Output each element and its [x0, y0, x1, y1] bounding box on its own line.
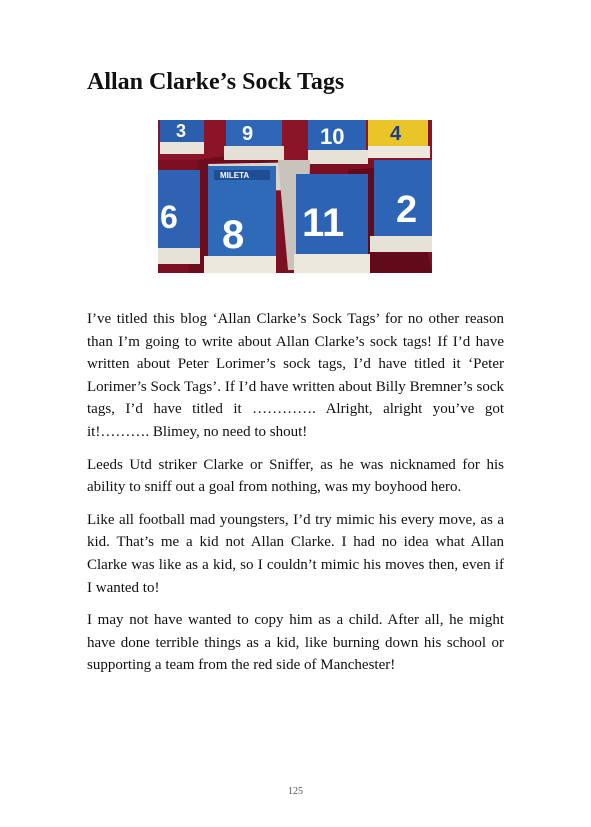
- page-title: Allan Clarke’s Sock Tags: [87, 69, 345, 95]
- tag-8: [204, 166, 276, 273]
- sock-tags-image: [158, 120, 432, 273]
- svg-text:11: 11: [302, 201, 345, 245]
- svg-text:8: 8: [222, 213, 245, 257]
- svg-text:10: 10: [320, 124, 345, 149]
- tag-3: [160, 120, 204, 154]
- paragraph: I’ve titled this blog ‘Allan Clarke’s Sock Tags’ for no other reason than I’m going to write about Allan Clarke’s sock tags! If I’d have written about Peter Lorimer’s sock tags, I’d have titled it ‘Peter Lorimer’s Sock Tags’. If I’d have written about Billy Bremner’s sock tags, I’d have titled it …………. Alright, alright you’ve got it!………. Blimey, no need to shout!: [87, 311, 504, 440]
- tag-4: [368, 120, 430, 158]
- tag-10: [308, 120, 368, 164]
- paragraph: Leeds Utd striker Clarke or Sniffer, as he was nicknamed for his ability to sniff out a goal from nothing, was my boyhood hero.: [87, 456, 504, 496]
- tag-11: [294, 174, 370, 273]
- svg-text:3: 3: [176, 121, 187, 141]
- article-body: [87, 308, 504, 687]
- svg-text:4: 4: [390, 123, 402, 145]
- sock-tags-photo: [158, 120, 432, 273]
- page-number: 125: [288, 786, 303, 797]
- tag-2: [370, 160, 432, 252]
- paragraph: I may not have wanted to copy him as a child. After all, he might have done terrible things as a kid, like burning down his school or supporting a team from the red side of Manchester!: [87, 612, 504, 674]
- tag-9: [224, 120, 284, 160]
- svg-text:6: 6: [160, 199, 178, 235]
- svg-text:9: 9: [242, 123, 254, 145]
- svg-text:2: 2: [396, 189, 418, 231]
- paragraph: Like all football mad youngsters, I’d try mimic his every move, as a kid. That’s me a kid not Allan Clarke. I had no idea what Allan Clarke was like as a kid, so I couldn’t mimic his moves then, even if I wanted to!: [87, 511, 504, 596]
- svg-text:MILETA: MILETA: [220, 171, 250, 180]
- tag-6: [158, 170, 200, 264]
